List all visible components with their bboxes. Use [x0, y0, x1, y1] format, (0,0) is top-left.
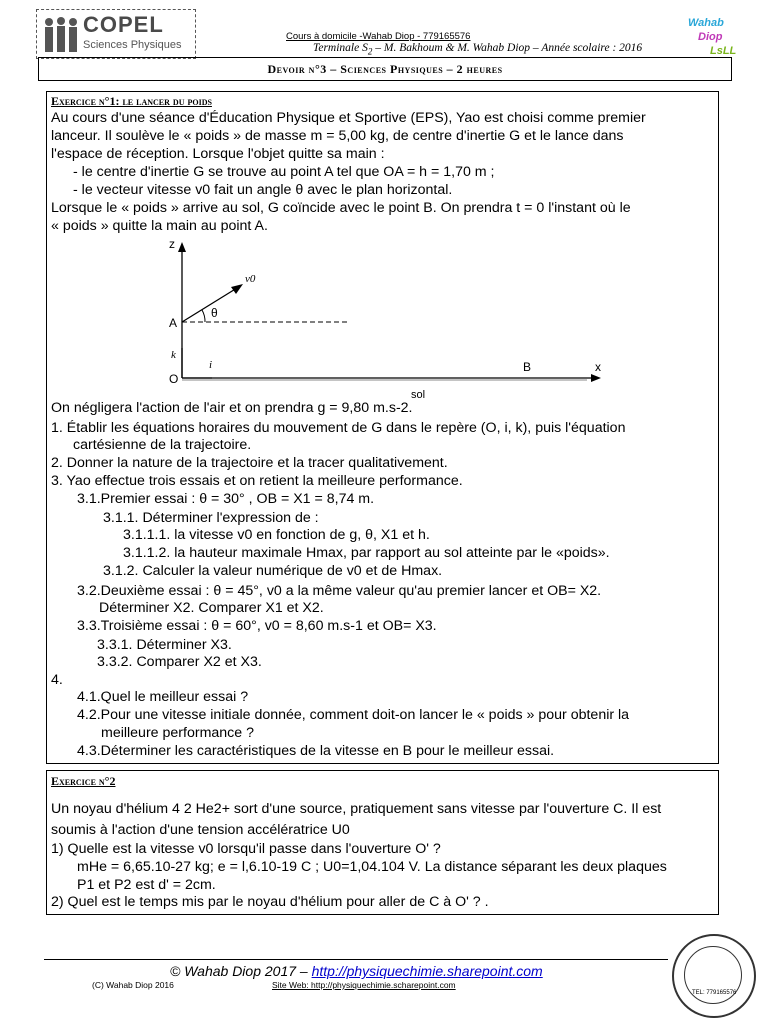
ex2-line: P1 et P2 est d' = 2cm.: [77, 877, 216, 893]
logo-subtitle: Sciences Physiques: [83, 39, 182, 51]
axis-z-label: z: [169, 238, 175, 251]
question: 3. Yao effectue trois essais et on retient la meilleure performance.: [51, 473, 463, 489]
theta-label: θ: [211, 306, 218, 320]
logo: [36, 9, 196, 59]
question: 2. Donner la nature de la trajectoire et la tracer qualitativement.: [51, 455, 448, 471]
question: 4.3.Déterminer les caractéristiques de la vitesse en B pour le meilleur essai.: [77, 743, 555, 759]
ex1-line: - le vecteur vitesse v0 fait un angle θ avec le plan horizontal.: [73, 182, 453, 198]
ex1-line: lanceur. Il soulève le « poids » de masse m = 5,00 kg, de centre d'inertie G et le lance dans: [51, 128, 624, 144]
exercise-1-heading: Exercice n°1: le lancer du poids: [51, 94, 212, 108]
exercise-2-heading: Exercice n°2: [51, 774, 116, 788]
question: Déterminer X2. Comparer X1 et X2.: [99, 600, 324, 616]
question: 3.1.1.2. la hauteur maximale Hmax, par rapport au sol atteinte par le «poids».: [123, 545, 610, 561]
ex2-line: 2) Quel est le temps mis par le noyau d'hélium pour aller de C à O' ? .: [51, 894, 489, 910]
question: 3.3.1. Déterminer X3.: [97, 637, 232, 653]
ex2-line: Un noyau d'hélium 4 2 He2+ sort d'une source, pratiquement sans vitesse par l'ouverture C. Il est: [51, 801, 662, 817]
point-b-label: B: [523, 360, 532, 374]
question: 3.2.Deuxième essai : θ = 45°, v0 a la même valeur qu'au premier lancer et OB= X2.: [77, 583, 602, 599]
ex1-line: Au cours d'une séance d'Éducation Physique et Sportive (EPS), Yao est choisi comme premier: [51, 110, 646, 126]
question: meilleure performance ?: [101, 725, 254, 741]
question: cartésienne de la trajectoire.: [73, 437, 252, 453]
question: 3.1.Premier essai : θ = 30° , OB = X1 = 8,74 m.: [77, 491, 375, 507]
question: 4.2.Pour une vitesse initiale donnée, comment doit-on lancer le « poids » pour obtenir la: [77, 707, 630, 723]
brand-line-2: Diop: [698, 31, 723, 43]
brand-logo: [688, 16, 736, 58]
ex2-line: soumis à l'action d'une tension accélératrice U0: [51, 822, 350, 838]
footer-divider: [44, 959, 668, 960]
ground-label: sol: [411, 389, 426, 401]
people-logo-icon: [41, 14, 81, 54]
page-title: Devoir n°3 – Sciences Physiques – 2 heures: [38, 57, 732, 81]
unit-k-label: k: [171, 349, 176, 361]
logo-title: COPEL: [83, 12, 164, 37]
question: On négligera l'action de l'air et on prendra g = 9,80 m.s-2.: [51, 400, 413, 416]
question: 3.3.Troisième essai : θ = 60°, v0 = 8,60 m.s-1 et OB= X3.: [77, 618, 437, 634]
question: 3.1.2. Calculer la valeur numérique de v0 et de Hmax.: [103, 563, 443, 579]
ex1-line: Lorsque le « poids » arrive au sol, G coïncide avec le point B. On prendra t = 0 l'instant où le: [51, 200, 631, 216]
ex2-line: mHe = 6,65.10-27 kg; e = l,6.10-19 C ; U0=1,04.104 V. La distance séparant les deux plaques: [77, 859, 667, 875]
origin-label: O: [169, 372, 179, 386]
exercise-1-box: [46, 91, 719, 764]
brand-line-3: LsLL: [710, 45, 737, 57]
ex1-line: l'espace de réception. Lorsque l'objet quitte sa main :: [51, 146, 385, 162]
exercise-2-box: [46, 770, 719, 915]
question: 3.3.2. Comparer X2 et X3.: [97, 654, 262, 670]
ex1-line: « poids » quitte la main au point A.: [51, 218, 268, 234]
footer-right: Site Web: http://physiquechimie.scharepoint.com: [272, 980, 456, 990]
footer-text: © Wahab Diop 2017 –: [170, 963, 312, 979]
ex1-line: - le centre d'inertie G se trouve au point A tel que OA = h = 1,70 m ;: [73, 164, 495, 180]
question: 4.: [51, 672, 63, 688]
question: 1. Établir les équations horaires du mouvement de G dans le repère (O, i, k), puis l'équation: [51, 420, 626, 436]
term-line: Terminale $S_2$ – M. Bakhoum & M. Wahab Diop – Année scolaire : 2016: [313, 42, 643, 57]
unit-i-label: i: [209, 359, 213, 371]
trajectory-figure: [167, 238, 607, 408]
axis-x-label: x: [595, 360, 601, 374]
question: 3.1.1.1. la vitesse v0 en fonction de g, θ, X1 et h.: [123, 527, 430, 543]
stamp-text: TEL: 779165576: [692, 990, 737, 996]
brand-line-1: Wahab: [688, 17, 724, 29]
footer-copyright: [170, 963, 543, 979]
footer-left: (C) Wahab Diop 2016: [92, 980, 174, 990]
question: 3.1.1. Déterminer l'expression de :: [103, 510, 319, 526]
footer-link[interactable]: http://physiquechimie.sharepoint.com: [311, 963, 543, 979]
question: 4.1.Quel le meilleur essai ?: [77, 689, 249, 705]
ex2-line: 1) Quelle est la vitesse v0 lorsqu'il passe dans l'ouverture O' ?: [51, 841, 441, 857]
course-line: Cours à domicile -Wahab Diop - 779165576: [286, 31, 471, 42]
stamp-seal: [672, 934, 756, 1018]
v0-label: v0: [245, 273, 256, 285]
point-a-label: A: [169, 316, 178, 330]
